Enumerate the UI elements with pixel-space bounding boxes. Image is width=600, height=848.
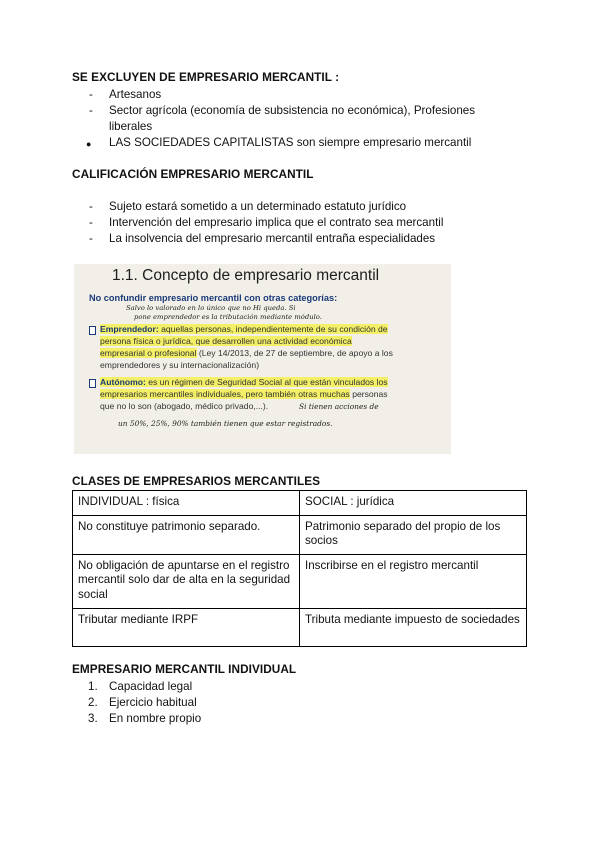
table-row: [73, 608, 527, 646]
table-cell: Tributa mediante impuesto de sociedades: [300, 608, 527, 646]
table-row: [73, 515, 527, 554]
list-item: 1. Capacidad legal: [88, 680, 193, 693]
handwritten-note: un 50%, 25%, 90% también tienen que estar registrados.: [118, 419, 333, 428]
slide-subtitle: No confundir empresario mercantil con otras categorías:: [89, 293, 338, 303]
autonomo-block: Autónomo: es un régimen de Seguridad Social al que están vinculados los empresarios mercantiles individuales, pero también otras muchas personas que no lo son (abogado, médico privado,...).: [100, 377, 388, 411]
table-cell: Inscribirse en el registro mercantil: [300, 554, 527, 608]
list-item: ● LAS SOCIEDADES CAPITALISTAS son siempre empresario mercantil: [86, 136, 472, 149]
list-item: 2. Ejercicio habitual: [88, 696, 197, 709]
checkbox-icon: [89, 379, 96, 388]
handwritten-note: Salvo lo valorado en lo único que no Hi queda. Si: [126, 304, 296, 312]
table-cell: Patrimonio separado del propio de los socios: [300, 515, 527, 554]
heading-calificacion: CALIFICACIÓN EMPRESARIO MERCANTIL: [72, 167, 314, 181]
heading-individual: EMPRESARIO MERCANTIL INDIVIDUAL: [72, 662, 297, 676]
table-row: [73, 554, 527, 608]
table-header-cell: INDIVIDUAL : física: [73, 491, 300, 516]
list-item: 3. En nombre propio: [88, 712, 202, 725]
list-item: - Artesanos: [89, 88, 162, 101]
handwritten-note: pone emprendedor es la tributación mediante módulo.: [134, 313, 322, 321]
list-item: - Sector agrícola (economía de subsistencia no económica), Profesiones liberales: [89, 104, 476, 133]
table-cell: Tributar mediante IRPF: [73, 608, 300, 646]
checkbox-icon: [89, 326, 96, 335]
heading-clases: CLASES DE EMPRESARIOS MERCANTILES: [72, 474, 321, 488]
excluyen-list: [72, 87, 512, 151]
table-cell: No constituye patrimonio separado.: [73, 515, 300, 554]
table-header-cell: SOCIAL : jurídica: [300, 491, 527, 516]
list-item: - Sujeto estará sometido a un determinado estatuto jurídico: [89, 200, 407, 213]
slide-title: 1.1. Concepto de empresario mercantil: [112, 267, 380, 284]
calificacion-list: [72, 199, 512, 247]
handwritten-note: Si tienen acciones de: [299, 402, 379, 411]
slide-image: [74, 264, 451, 454]
individual-list: [72, 679, 512, 727]
clases-table: [72, 490, 527, 647]
table-cell: No obligación de apuntarse en el registro mercantil solo dar de alta en la seguridad social: [73, 554, 300, 608]
list-item: - La insolvencia del empresario mercantil entraña especialidades: [89, 232, 436, 245]
table-row: [73, 491, 527, 516]
emprendedor-block: Emprendedor: aquellas personas, independientemente de su condición de persona física o jurídica, que desarrollen una actividad económica empresarial o profesional (Ley 14/2013, de 27 de septiembre, de apoyo a los emprendedores y su internacionalización): [100, 324, 393, 370]
list-item: - Intervención del empresario implica que el contrato sea mercantil: [89, 216, 444, 229]
heading-excluyen: SE EXCLUYEN DE EMPRESARIO MERCANTIL :: [72, 70, 340, 84]
